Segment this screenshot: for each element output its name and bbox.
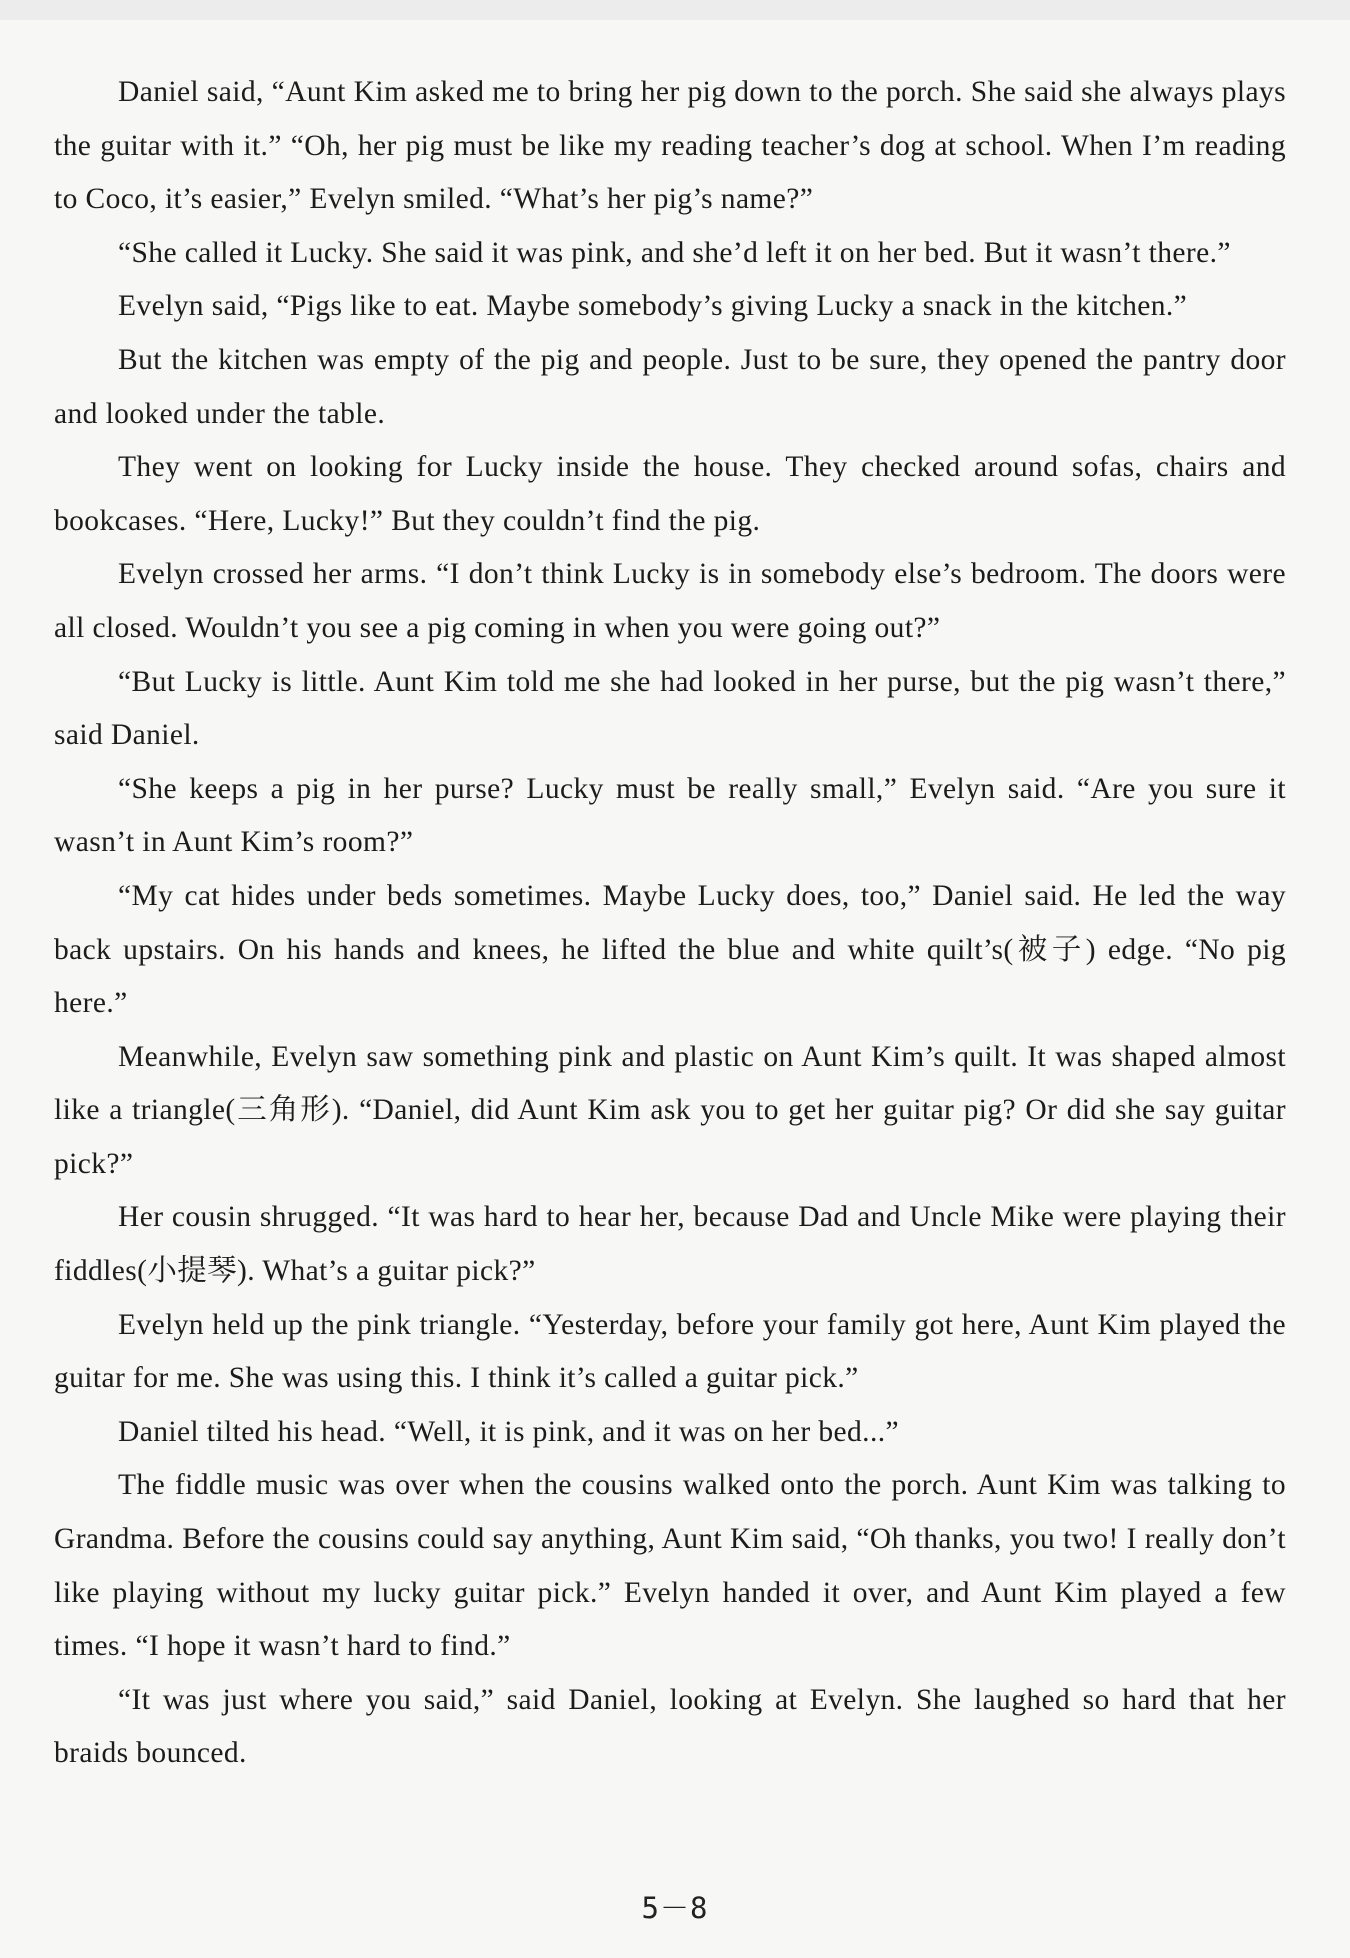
story-text	[54, 66, 1286, 1781]
paragraph: Daniel said, “Aunt Kim asked me to bring her pig down to the porch. She said she always plays the guitar with it.” “Oh, her pig must be like my reading teacher’s dog at school. When I’m reading to Coco, it’s easier,” Evelyn smiled. “What’s her pig’s name?”	[54, 76, 1286, 216]
paragraph: Evelyn held up the pink triangle. “Yesterday, before your family got here, Aunt Kim played the guitar for me. She was using this. I think it’s called a guitar pick.”	[54, 1308, 1286, 1395]
paragraph: “My cat hides under beds sometimes. Maybe Lucky does, too,” Daniel said. He led the way back upstairs. On his hands and knees, he lifted the blue and white quilt’s(被子) edge. “No pig here.”	[54, 879, 1286, 1020]
paragraph: Evelyn crossed her arms. “I don’t think Lucky is in somebody else’s bedroom. The doors were all closed. Wouldn’t you see a pig coming in when you were going out?”	[54, 558, 1286, 644]
paragraph: Evelyn said, “Pigs like to eat. Maybe somebody’s giving Lucky a snack in the kitchen.”	[118, 290, 1188, 323]
page-number: 5－8	[641, 1891, 709, 1925]
paragraph: Her cousin shrugged. “It was hard to hear her, because Dad and Uncle Mike were playing their fiddles(小提琴). What’s a guitar pick?”	[54, 1201, 1286, 1288]
paragraph: “But Lucky is little. Aunt Kim told me she had looked in her purse, but the pig wasn’t there,” said Daniel.	[54, 665, 1286, 752]
paragraph: They went on looking for Lucky inside the house. They checked around sofas, chairs and bookcases. “Here, Lucky!” But they couldn’t find the pig.	[54, 451, 1286, 537]
paragraph: Meanwhile, Evelyn saw something pink and plastic on Aunt Kim’s quilt. It was shaped almost like a triangle(三角形). “Daniel, did Aunt Kim ask you to get her guitar pig? Or did she say guitar pick?”	[54, 1040, 1286, 1180]
paragraph: The fiddle music was over when the cousins walked onto the porch. Aunt Kim was talking to Grandma. Before the cousins could say anything, Aunt Kim said, “Oh thanks, you two! I really don’t like playing without my lucky guitar pick.” Evelyn handed it over, and Aunt Kim played a few times. “I hope it wasn’t hard to find.”	[54, 1469, 1286, 1663]
paragraph: “She keeps a pig in her purse? Lucky must be really small,” Evelyn said. “Are you sure it wasn’t in Aunt Kim’s room?”	[54, 772, 1286, 859]
document-page	[0, 20, 1350, 1958]
paragraph: “It was just where you said,” said Daniel, looking at Evelyn. She laughed so hard that her braids bounced.	[54, 1683, 1286, 1770]
paragraph: But the kitchen was empty of the pig and people. Just to be sure, they opened the pantry door and looked under the table.	[54, 343, 1286, 430]
paragraph: Daniel tilted his head. “Well, it is pink, and it was on her bed...”	[118, 1415, 899, 1448]
paragraph: “She called it Lucky. She said it was pink, and she’d left it on her bed. But it wasn’t there.”	[118, 236, 1231, 269]
